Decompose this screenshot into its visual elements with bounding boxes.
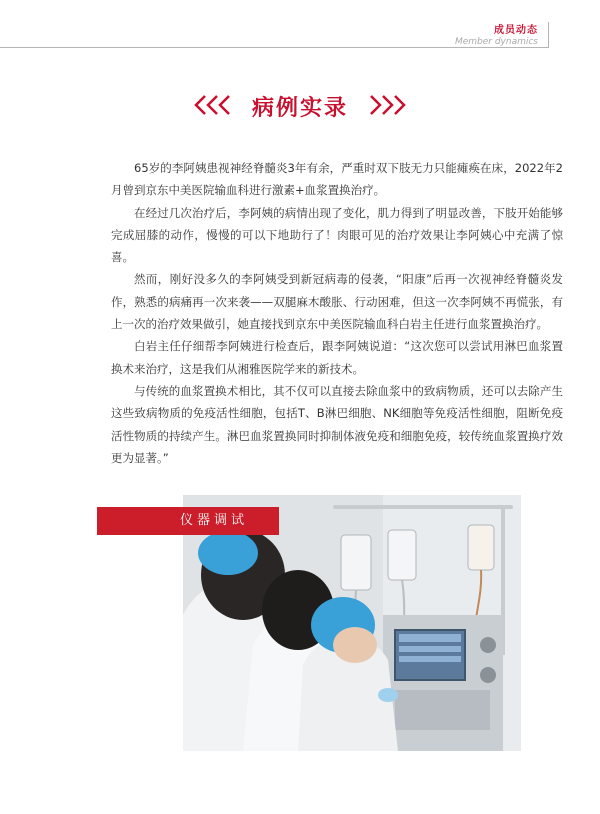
paragraph: 然而，刚好没多久的李阿姨受到新冠病毒的侵袭，“阳康”后再一次视神经脊髓炎发作，熟悉的病痛再一次来袭——双腿麻木酸胀、行动困难，但这一次李阿姨不再慌张，有上一次的治疗效果做引，她直接找到京东中美医院输血科白岩主任进行血浆置换治疗。 — [111, 272, 563, 332]
header-divider — [0, 47, 548, 48]
paragraph: 在经过几次治疗后，李阿姨的病情出现了变化，肌力得到了明显改善，下肢开始能够完成屈膝的动作，慢慢的可以下地助行了！肉眼可见的治疗效果让李阿姨心中充满了惊喜。 — [111, 205, 563, 265]
chevrons-right-icon — [363, 94, 407, 120]
section-header-cn: 成员动态 — [494, 25, 538, 36]
title-block — [0, 91, 600, 122]
chevrons-left-icon — [193, 94, 237, 120]
paragraph: 白岩主任仔细帮李阿姨进行检查后，跟李阿姨说道：“这次您可以尝试用淋巴血浆置换术来治疗，这是我们从湘雅医院学来的新技术。 — [111, 339, 563, 376]
paragraph: 与传统的血浆置换术相比，其不仅可以直接去除血浆中的致病物质，还可以去除产生这些致病物质的免疫活性细胞，包括T、B淋巴细胞、NK细胞等免疫活性细胞，阻断免疫活性物质的持续产生。淋巴血浆置换同时抑制体液免疫和细胞免疫，较传统血浆置换疗效更为显著。” — [111, 383, 563, 465]
header-divider-vertical — [548, 22, 549, 48]
photo-caption: 仪器调试 — [180, 513, 249, 528]
article-body — [111, 157, 563, 469]
section-header-en: Member dynamics — [454, 37, 538, 47]
page-title: 病例实录 — [251, 96, 348, 121]
paragraph: 65岁的李阿姨患视神经脊髓炎3年有余，严重时双下肢无力只能瘫痪在床，2022年2月曾到京东中美医院输血科进行激素+血浆置换治疗。 — [111, 161, 563, 198]
